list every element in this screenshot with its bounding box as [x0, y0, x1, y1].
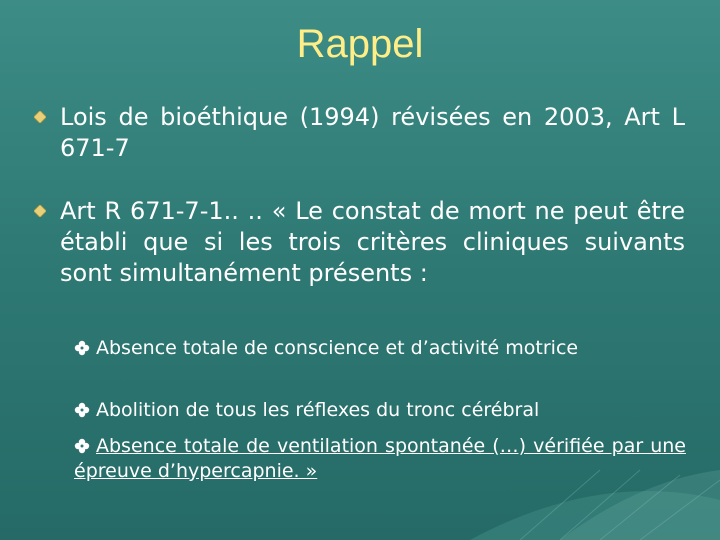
bullet-text: Art R 671-7-1.. .. « Le constat de mort ne peut être établi que si les trois critères cliniques suivants sont simultanément présents :	[60, 197, 685, 287]
sub-bullet-text: Absence totale de ventilation spontanée (…) vérifiée par une épreuve d’hypercapnie. »	[74, 435, 686, 482]
clover-bullet-icon	[74, 340, 90, 356]
clover-bullet-icon	[74, 438, 90, 454]
sub-bullet-item	[74, 336, 686, 361]
sub-bullet-text: Abolition de tous les réflexes du tronc cérébral	[96, 399, 540, 421]
sub-bullet-item	[74, 398, 686, 423]
bullet-text: Lois de bioéthique (1994) révisées en 2003, Art L 671-7	[60, 103, 685, 162]
slide-title: Rappel	[296, 22, 424, 66]
sub-bullet-text: Absence totale de conscience et d’activité motrice	[96, 337, 579, 359]
diamond-bullet-icon	[34, 205, 46, 217]
sub-bullet-item	[74, 434, 686, 484]
bullet-item	[60, 196, 685, 289]
diamond-bullet-icon	[34, 111, 46, 123]
bullet-item	[60, 102, 685, 164]
clover-bullet-icon	[74, 402, 90, 418]
